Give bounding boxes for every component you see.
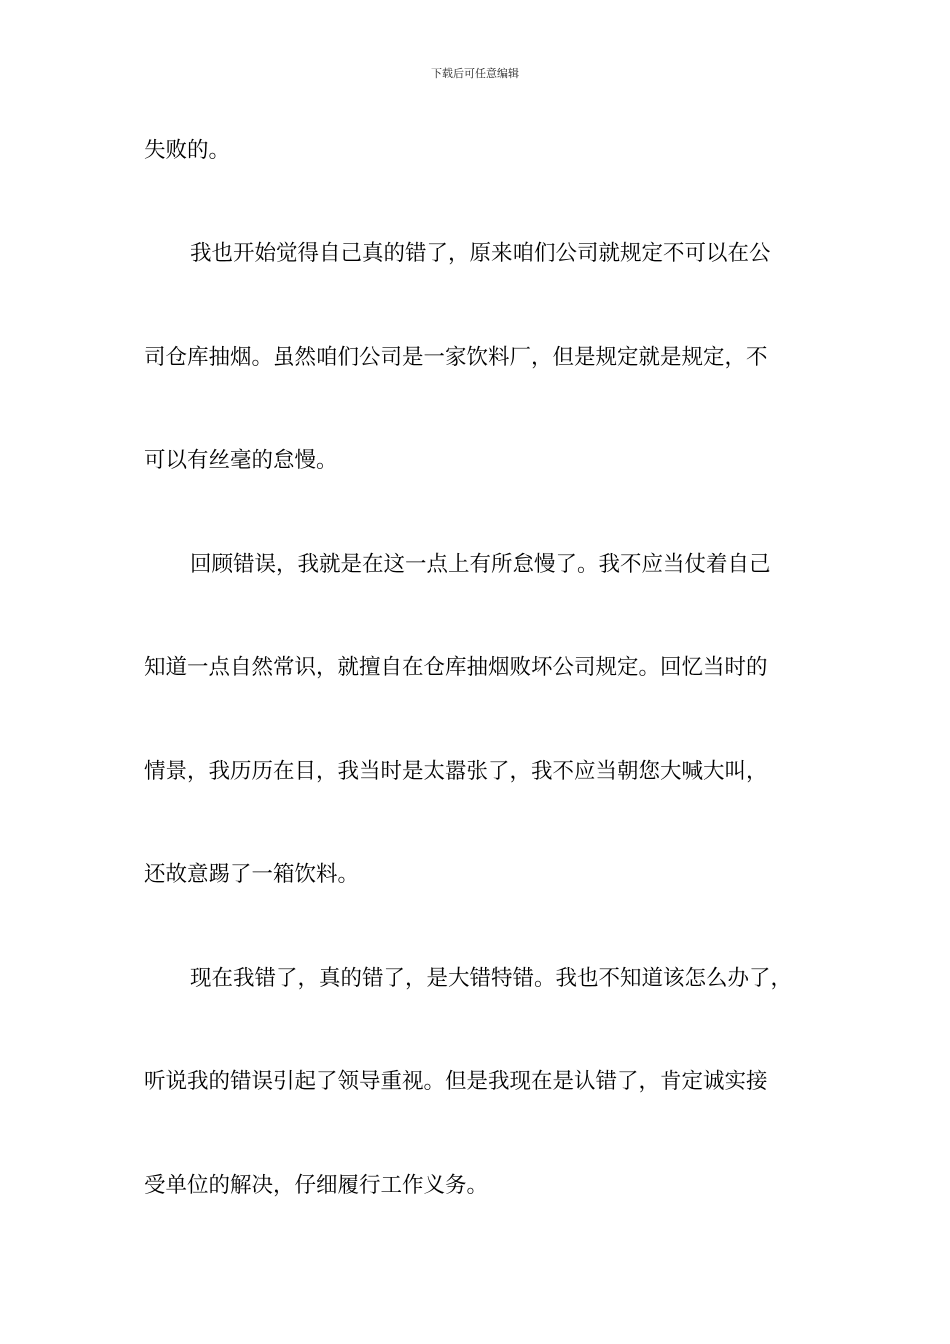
paragraph-line: 还故意踢了一箱饮料。 — [144, 862, 360, 887]
paragraph-line: 失败的。 — [144, 138, 231, 163]
paragraph-line: 受单位的解决，仔细履行工作义务。 — [144, 1173, 489, 1198]
paragraph-line: 我也开始觉得自己真的错了，原来咱们公司就规定不可以在公 — [190, 241, 771, 266]
paragraph-line: 知道一点自然常识，就擅自在仓库抽烟败坏公司规定。回忆当时的 — [144, 655, 768, 680]
paragraph-line: 现在我错了，真的错了，是大错特错。我也不知道该怎么办了， — [190, 966, 793, 991]
paragraph-line: 听说我的错误引起了领导重视。但是我现在是认错了，肯定诚实接 — [144, 1069, 768, 1094]
paragraph-line: 情景，我历历在目，我当时是太嚣张了，我不应当朝您大喊大叫， — [144, 759, 768, 784]
page-header: 下载后可任意编辑 — [431, 67, 519, 80]
paragraph-line: 司仓库抽烟。虽然咱们公司是一家饮料厂，但是规定就是规定，不 — [144, 345, 768, 370]
paragraph-line: 回顾错误，我就是在这一点上有所怠慢了。我不应当仗着自己 — [190, 552, 771, 577]
paragraph-line: 可以有丝毫的怠慢。 — [144, 448, 338, 473]
